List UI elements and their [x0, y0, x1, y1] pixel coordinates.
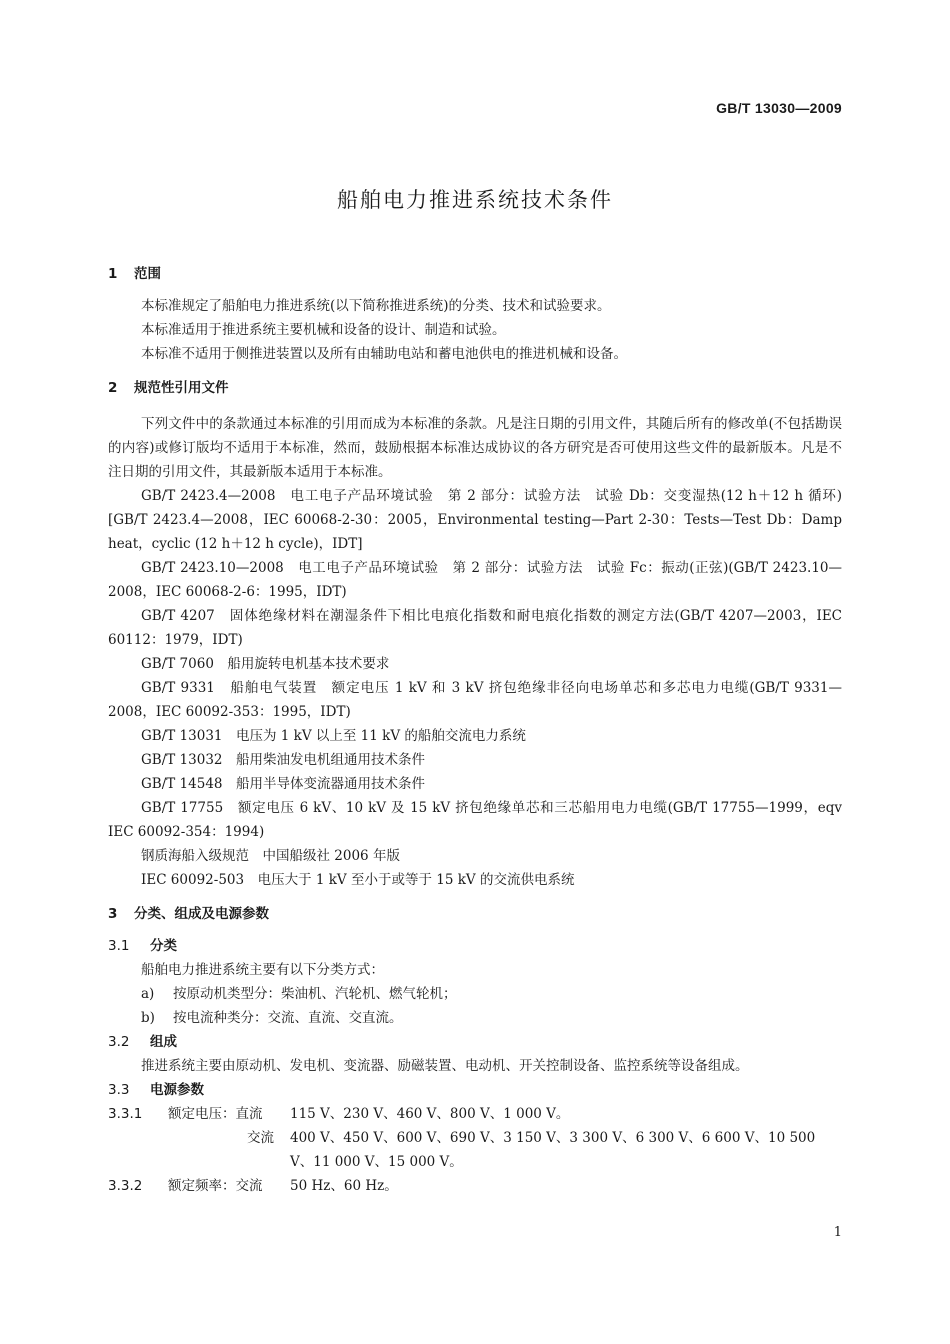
reference-item: GB/T 4207 固体绝缘材料在潮湿条件下相比电痕化指数和耐电痕化指数的测定方法(GB/T 4207—2003，IEC 60112：1979，IDT) — [108, 608, 842, 648]
rated-voltage-dc-row — [108, 1102, 842, 1126]
reference-item: GB/T 2423.10—2008 电工电子产品环境试验 第 2 部分：试验方法 试验 Fc：振动(正弦)(GB/T 2423.10—2008，IEC 60068-2-6：1995，IDT) — [108, 560, 842, 600]
list-item — [108, 1006, 842, 1030]
spacer — [108, 1126, 168, 1174]
subsection-number: 3.2 — [108, 1034, 130, 1050]
param-label: 额定频率：交流 — [168, 1178, 263, 1194]
rated-voltage-ac-row — [108, 1126, 842, 1174]
param-value: 50 Hz、60 Hz。 — [290, 1178, 398, 1194]
clause-number: 3.3.2 — [108, 1178, 143, 1194]
section-3-heading — [108, 902, 842, 926]
param-value: 115 V、230 V、460 V、800 V、1 000 V。 — [290, 1106, 570, 1122]
reference-item: GB/T 17755 额定电压 6 kV、10 kV 及 15 kV 挤包绝缘单芯和三芯船用电力电缆(GB/T 17755—1999，eqv IEC 60092-354：1994) — [108, 800, 842, 840]
subsection-3-2-heading — [108, 1030, 842, 1054]
standard-code: GB/T 13030—2009 — [716, 100, 842, 116]
subsection-title: 分类 — [150, 938, 177, 954]
subsection-number: 3.3 — [108, 1082, 130, 1098]
rated-frequency-row — [108, 1174, 842, 1198]
subsection-3-1-heading — [108, 934, 842, 958]
scope-paragraph: 本标准规定了船舶电力推进系统(以下简称推进系统)的分类、技术和试验要求。 — [141, 298, 611, 314]
reference-item: 钢质海船入级规范 中国船级社 2006 年版 — [141, 848, 400, 864]
page-number: 1 — [833, 1225, 842, 1240]
list-item-text: 按电流种类分：交流、直流、交直流。 — [173, 1010, 403, 1026]
reference-item: GB/T 7060 船用旋转电机基本技术要求 — [141, 656, 390, 672]
list-item-label: a) — [141, 986, 155, 1002]
section-title: 分类、组成及电源参数 — [134, 906, 269, 922]
scope-paragraph: 本标准适用于推进系统主要机械和设备的设计、制造和试验。 — [141, 322, 506, 338]
classification-intro: 船舶电力推进系统主要有以下分类方式： — [141, 962, 384, 978]
section-number: 3 — [108, 906, 118, 922]
section-number: 1 — [108, 266, 118, 282]
reference-item: GB/T 13031 电压为 1 kV 以上至 11 kV 的船舶交流电力系统 — [141, 728, 526, 744]
list-item — [108, 982, 842, 1006]
param-value: 400 V、450 V、600 V、690 V、3 150 V、3 300 V、6 300 V、6 600 V、10 500 V、11 000 V、15 000 V。 — [290, 1130, 816, 1170]
list-item-label: b) — [141, 1010, 155, 1026]
section-1-heading — [108, 262, 842, 286]
composition-text: 推进系统主要由原动机、发电机、变流器、励磁装置、电动机、开关控制设备、监控系统等设备组成。 — [141, 1058, 749, 1074]
reference-item: IEC 60092-503 电压大于 1 kV 至小于或等于 15 kV 的交流供电系统 — [141, 872, 575, 888]
document-body — [108, 262, 842, 1198]
subsection-number: 3.1 — [108, 938, 130, 954]
subsection-title: 电源参数 — [150, 1082, 204, 1098]
section-number: 2 — [108, 380, 118, 396]
references-intro: 下列文件中的条款通过本标准的引用而成为本标准的条款。凡是注日期的引用文件，其随后所有的修改单(不包括勘误的内容)或修订版均不适用于本标准，然而，鼓励根据本标准达成协议的各方研究是否可使用这些文件的最新版本。凡是不注日期的引用文件，其最新版本适用于本标准。 — [108, 416, 842, 480]
subsection-title: 组成 — [150, 1034, 177, 1050]
param-label: 额定电压：直流 — [168, 1106, 263, 1122]
document-title: 船舶电力推进系统技术条件 — [337, 188, 613, 212]
reference-item: GB/T 9331 船舶电气装置 额定电压 1 kV 和 3 kV 挤包绝缘非径向电场单芯和多芯电力电缆(GB/T 9331—2008，IEC 60092-353：1995，IDT) — [108, 680, 842, 720]
section-title: 范围 — [134, 266, 161, 282]
subsection-3-3-heading — [108, 1078, 842, 1102]
section-title: 规范性引用文件 — [134, 380, 229, 396]
reference-item: GB/T 14548 船用半导体变流器通用技术条件 — [141, 776, 425, 792]
reference-item: GB/T 2423.4—2008 电工电子产品环境试验 第 2 部分：试验方法 试验 Db：交变湿热(12 h＋12 h 循环)[GB/T 2423.4—2008，IEC 60068-2-30：2005，Environmental testing—Part 2-30：Tests—Test Db：Damp heat，cyclic (12 h＋12 h cycle)，IDT] — [108, 488, 842, 552]
reference-item: GB/T 13032 船用柴油发电机组通用技术条件 — [141, 752, 425, 768]
list-item-text: 按原动机类型分：柴油机、汽轮机、燃气轮机； — [173, 986, 457, 1002]
section-2-heading — [108, 376, 842, 400]
param-label: 交流 — [247, 1130, 274, 1146]
scope-paragraph: 本标准不适用于侧推进装置以及所有由辅助电站和蓄电池供电的推进机械和设备。 — [141, 346, 627, 362]
clause-number: 3.3.1 — [108, 1106, 143, 1122]
